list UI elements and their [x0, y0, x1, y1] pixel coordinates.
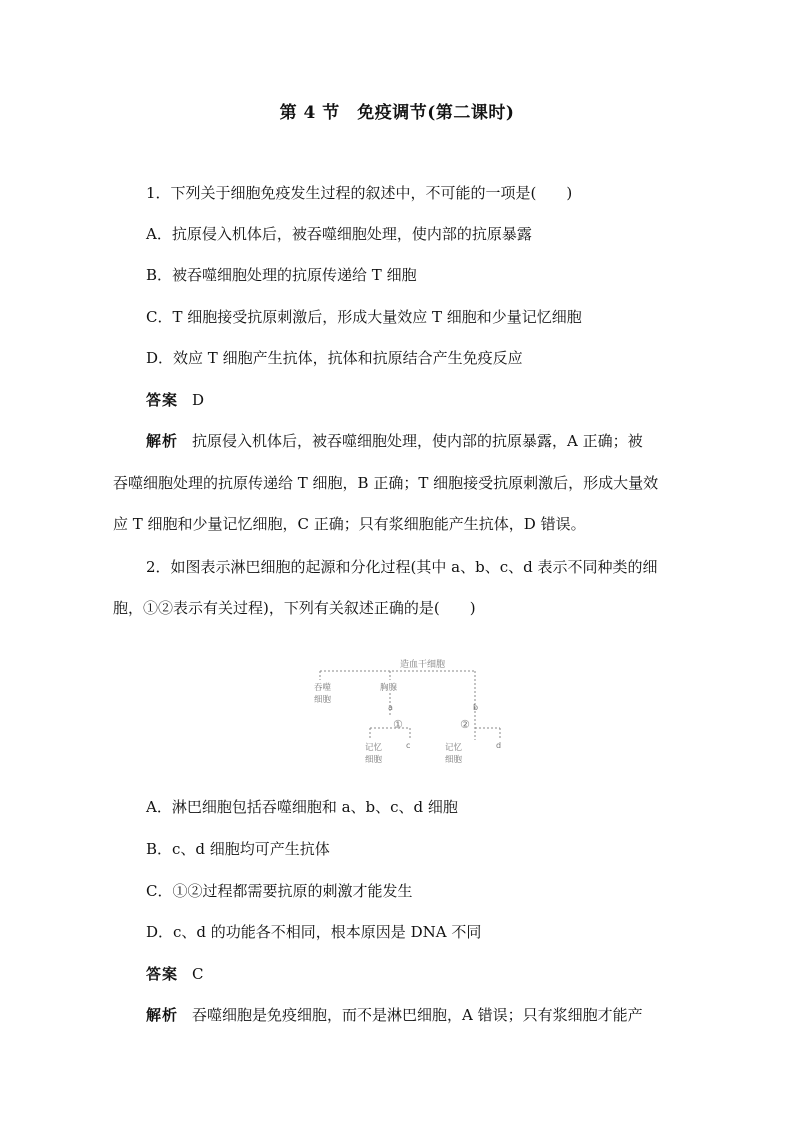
diagram-memory-2-label-1: 记忆	[445, 743, 463, 753]
question-2-option-c: C．①②过程都需要抗原的刺激才能发生	[146, 882, 413, 900]
answer-label: 答案	[146, 965, 179, 983]
diagram-cell-d: d	[496, 741, 502, 750]
analysis-label: 解析	[146, 432, 179, 450]
diagram-cell-a: a	[388, 703, 393, 712]
question-1-option-b: B．被吞噬细胞处理的抗原传递给 T 细胞	[146, 266, 417, 284]
diagram-phagocyte-label-1: 吞噬	[314, 683, 332, 693]
question-1-stem: 1．下列关于细胞免疫发生过程的叙述中，不可能的一项是( )	[146, 184, 573, 202]
question-2-stem-line-2: 胞，①②表示有关过程)，下列有关叙述正确的是( )	[113, 599, 476, 617]
question-2-option-a: A．淋巴细胞包括吞噬细胞和 a、b、c、d 细胞	[146, 798, 458, 816]
question-2-analysis-line-1	[146, 1004, 643, 1025]
question-1-option-c: C．T 细胞接受抗原刺激后，形成大量效应 T 细胞和少量记忆细胞	[146, 308, 582, 326]
question-2-stem-line-1: 2．如图表示淋巴细胞的起源和分化过程(其中 a、b、c、d 表示不同种类的细	[146, 558, 658, 576]
question-1-analysis-line-1	[146, 430, 643, 451]
question-1-answer	[146, 389, 204, 410]
diagram-memory-1-label-2: 细胞	[365, 755, 383, 765]
question-1-option-d: D．效应 T 细胞产生抗体，抗体和抗原结合产生免疫反应	[146, 349, 523, 367]
analysis-text: 吞噬细胞是免疫细胞，而不是淋巴细胞，A 错误；只有浆细胞才能产	[192, 1006, 643, 1024]
diagram-process-1: ①	[393, 718, 403, 731]
diagram-root-label: 造血干细胞	[400, 660, 446, 670]
diagram-memory-2-label-2: 细胞	[445, 755, 463, 765]
answer-value: D	[192, 391, 205, 409]
diagram-process-2: ②	[460, 718, 470, 731]
question-1-analysis-line-3: 应 T 细胞和少量记忆细胞，C 正确；只有浆细胞能产生抗体，D 错误。	[113, 515, 586, 533]
question-1-option-a: A．抗原侵入机体后，被吞噬细胞处理，使内部的抗原暴露	[146, 225, 532, 243]
question-2-option-b: B．c、d 细胞均可产生抗体	[146, 840, 330, 858]
analysis-text: 抗原侵入机体后，被吞噬细胞处理，使内部的抗原暴露，A 正确；被	[192, 432, 643, 450]
diagram-phagocyte-label-2: 细胞	[314, 695, 332, 705]
answer-value: C	[192, 965, 204, 983]
analysis-label: 解析	[146, 1006, 179, 1024]
question-2-answer	[146, 963, 204, 984]
question-1-analysis-line-2: 吞噬细胞处理的抗原传递给 T 细胞，B 正确；T 细胞接受抗原刺激后，形成大量效	[113, 474, 659, 492]
lymphocyte-origin-diagram	[314, 660, 520, 770]
diagram-cell-c: c	[406, 741, 411, 750]
answer-label: 答案	[146, 391, 179, 409]
page-title: 第 4 节 免疫调节(第二课时)	[279, 103, 515, 123]
diagram-cell-b: b	[473, 703, 479, 712]
diagram-memory-1-label-1: 记忆	[365, 743, 383, 753]
question-2-option-d: D．c、d 的功能各不相同，根本原因是 DNA 不同	[146, 923, 482, 941]
diagram-thymus-label: 胸腺	[380, 683, 398, 693]
